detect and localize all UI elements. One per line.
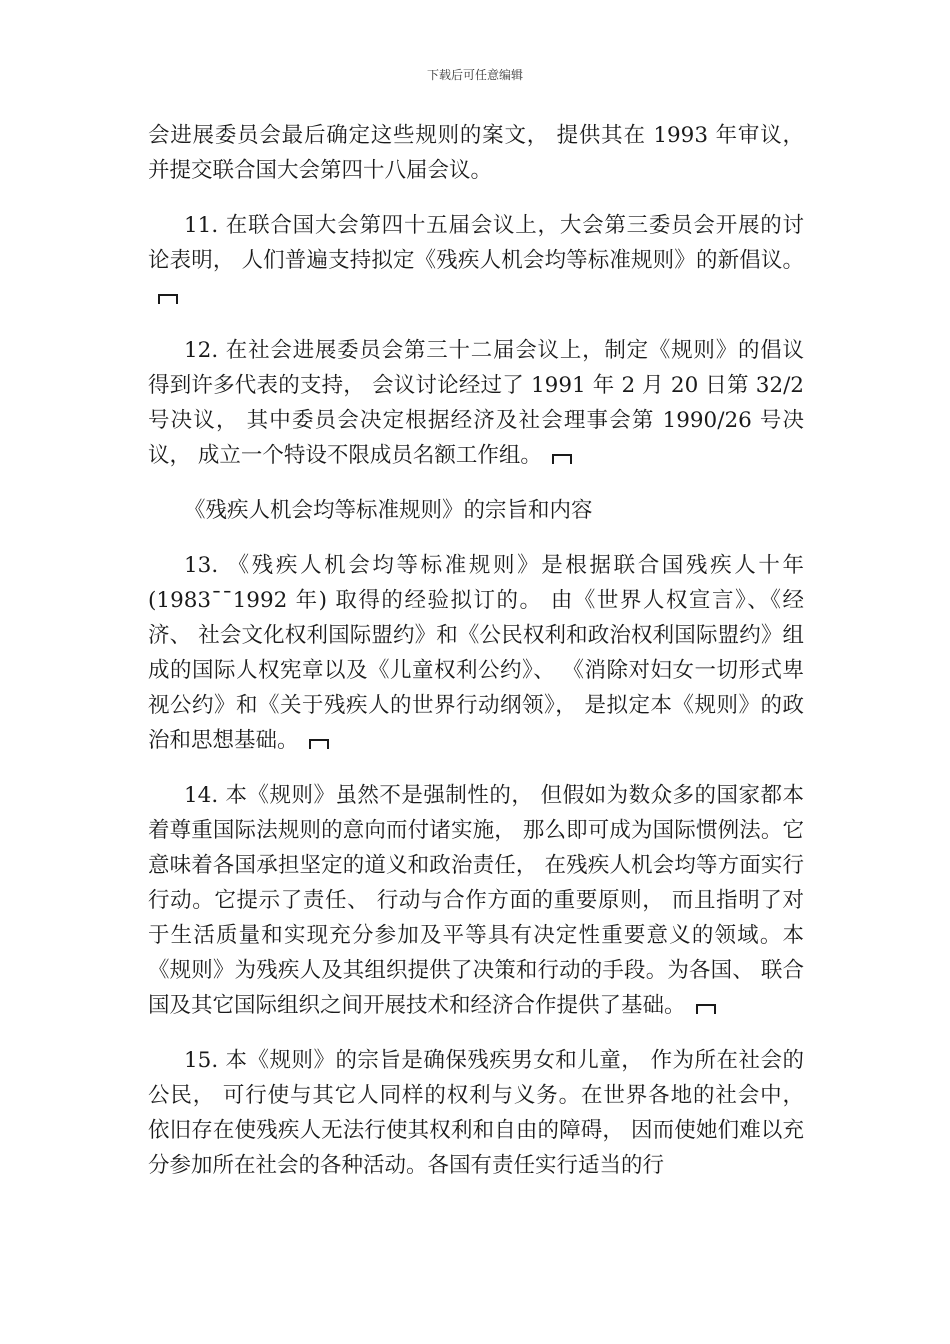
document-body — [148, 118, 804, 1203]
paragraph-text: 11. 在联合国大会第四十五届会议上，大会第三委员会开展的讨论表明， 人们普遍支持拟定《残疾人机会均等标准规则》的新倡议。 — [148, 213, 804, 273]
paragraph-text: 13. 《残疾人机会均等标准规则》是根据联合国残疾人十年 (1983¯¯1992 年) 取得的经验拟订的。 由《世界人权宣言》、《经济、 社会文化权利国际盟约》和《公民权利和政治权利国际盟约》组成的国际人权宪章以及《儿童权利公约》、 《消除对妇女一切形式卑视公约》和《关于残疾人的世界行动纲领》， 是拟定本《规则》的政治和思想基础。 — [148, 553, 804, 753]
paragraph-end-mark-icon — [158, 294, 178, 304]
paragraph-text: 会进展委员会最后确定这些规则的案文， 提供其在 1993 年审议， 并提交联合国大会第四十八届会议。 — [148, 123, 804, 183]
paragraph-14 — [148, 778, 804, 1023]
paragraph-15 — [148, 1043, 804, 1183]
section-heading-text: 《残疾人机会均等标准规则》的宗旨和内容 — [184, 498, 593, 523]
section-heading — [148, 493, 804, 528]
paragraph-text: 14. 本《规则》虽然不是强制性的， 但假如为数众多的国家都本着尊重国际法规则的意向而付诸实施， 那么即可成为国际惯例法。它意味着各国承担坚定的道义和政治责任， 在残疾人机会均等方面实行行动。它提示了责任、 行动与合作方面的重要原则， 而且指明了对于生活质量和实现充分参加及平等具有决定性重要意义的领域。本《规则》为残疾人及其组织提供了决策和行动的手段。为各国、 联合国及其它国际组织之间开展技术和经济合作提供了基础。 — [148, 783, 804, 1018]
paragraph-text: 15. 本《规则》的宗旨是确保残疾男女和儿童， 作为所在社会的公民， 可行使与其它人同样的权利与义务。在世界各地的社会中， 依旧存在使残疾人无法行使其权利和自由的障碍， 因而使她们难以充分参加所在社会的各种活动。各国有责任实行适当的行 — [148, 1048, 804, 1178]
paragraph-end-mark-icon — [309, 739, 329, 749]
paragraph-12 — [148, 333, 804, 473]
paragraph-11 — [148, 208, 804, 313]
paragraph-continuation — [148, 118, 804, 188]
paragraph-end-mark-icon — [696, 1004, 716, 1014]
paragraph-text: 12. 在社会进展委员会第三十二届会议上，制定《规则》的倡议得到许多代表的支持， 会议讨论经过了 1991 年 2 月 20 日第 32/2 号决议， 其中委员会决定根据经济及社会理事会第 1990/26 号决议， 成立一个特设不限成员名额工作组。 — [148, 338, 804, 468]
paragraph-end-mark-icon — [552, 454, 572, 464]
page-header: 下载后可任意编辑 — [426, 68, 523, 82]
paragraph-13 — [148, 548, 804, 758]
